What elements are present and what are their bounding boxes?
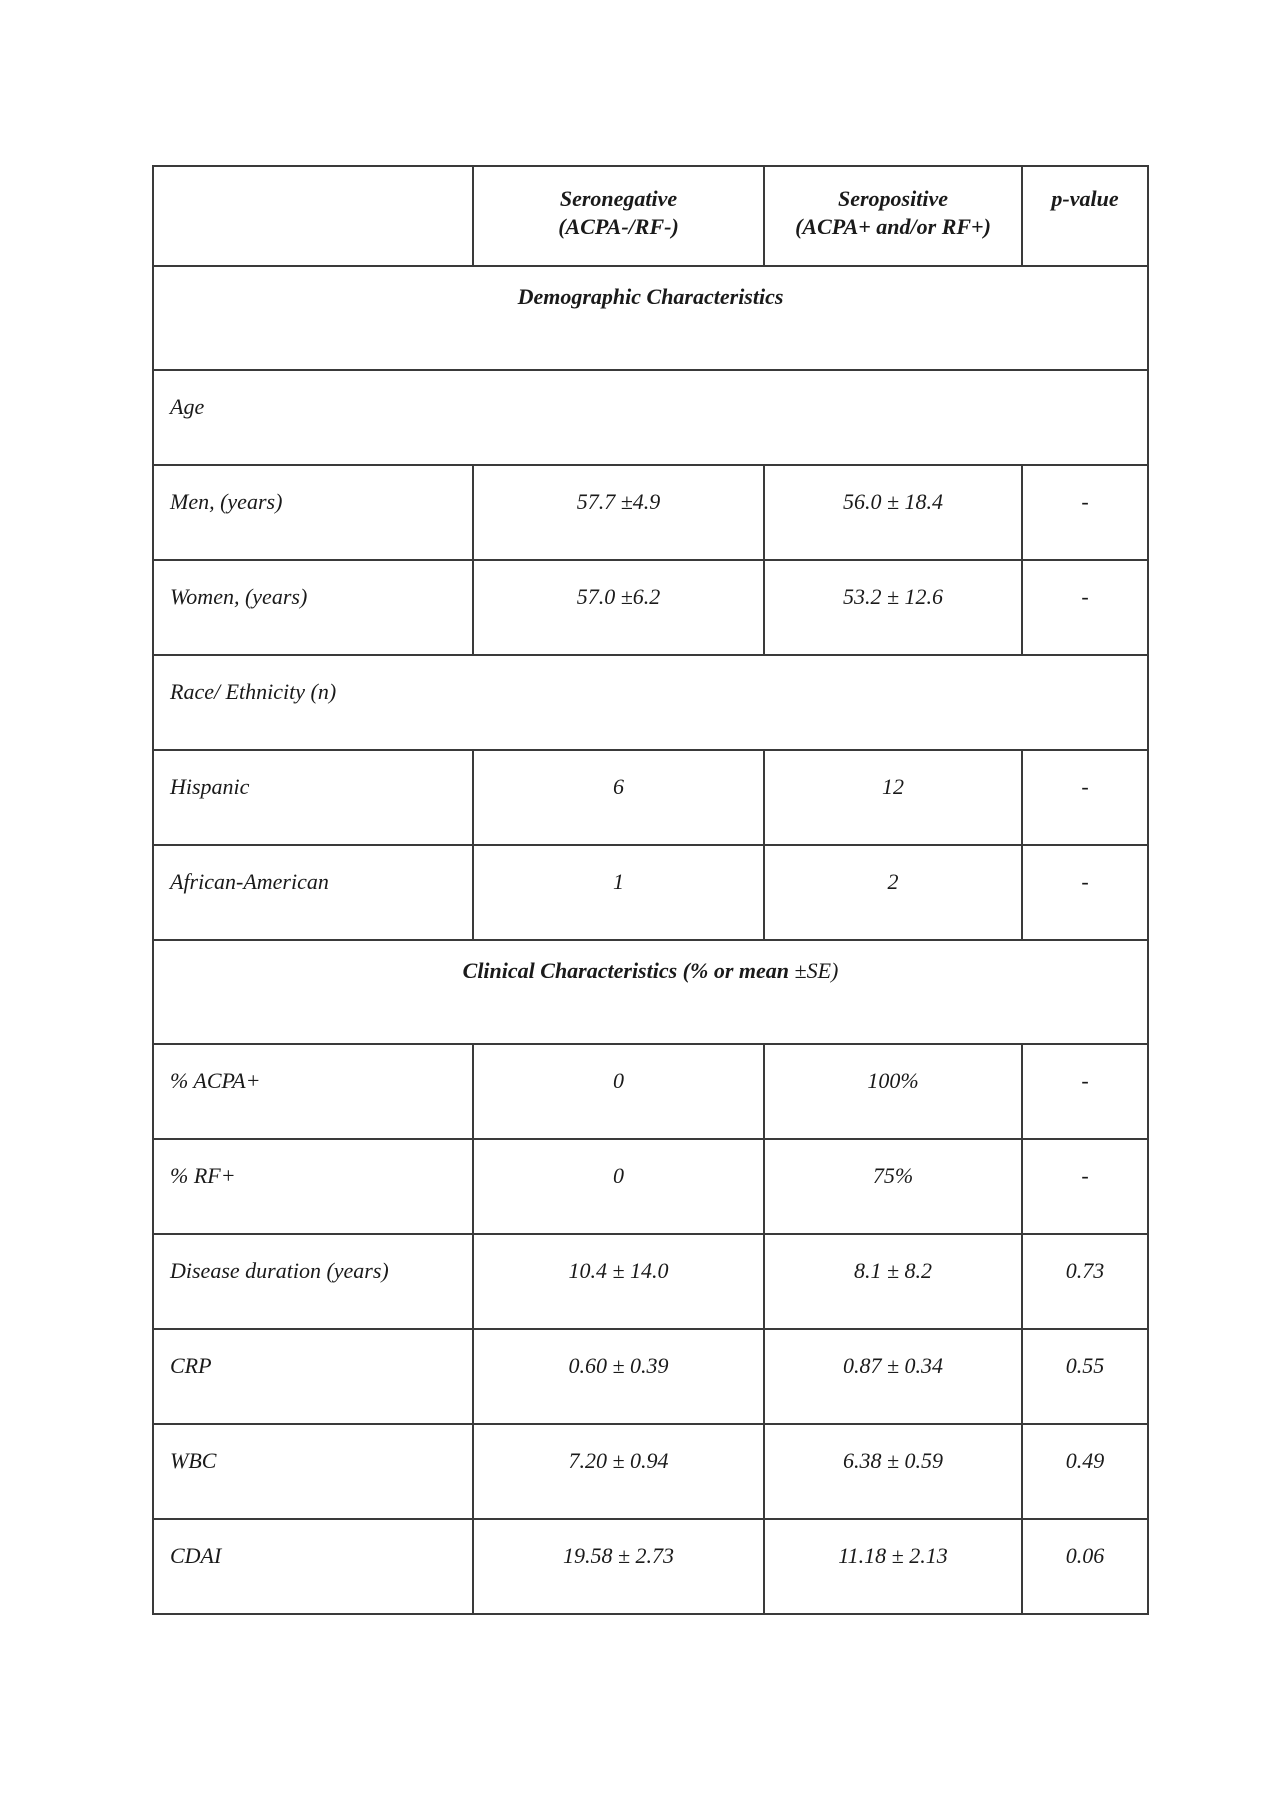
seronegative-value: 10.4 ± 14.0	[473, 1234, 764, 1329]
header-p-value: p-value	[1022, 166, 1148, 266]
subheader-age: Age	[153, 370, 1148, 465]
table-row	[153, 1519, 1148, 1614]
seronegative-value: 1	[473, 845, 764, 940]
header-seronegative-title: Seronegative	[559, 186, 678, 211]
seropositive-value: 75%	[764, 1139, 1022, 1234]
row-label: % ACPA+	[153, 1044, 473, 1139]
p-value: -	[1022, 750, 1148, 845]
subheader-race: Race/ Ethnicity (n)	[153, 655, 1148, 750]
p-value: 0.55	[1022, 1329, 1148, 1424]
section-title-demographic: Demographic Characteristics	[153, 266, 1148, 370]
table-header-row	[153, 166, 1148, 266]
seropositive-value: 12	[764, 750, 1022, 845]
section-title-clinical	[153, 940, 1148, 1044]
p-value: 0.06	[1022, 1519, 1148, 1614]
section-row-clinical	[153, 940, 1148, 1044]
seronegative-value: 0	[473, 1139, 764, 1234]
table-row	[153, 1044, 1148, 1139]
subheader-row-race	[153, 655, 1148, 750]
header-seropositive-title: Seropositive	[838, 186, 948, 211]
seropositive-value: 11.18 ± 2.13	[764, 1519, 1022, 1614]
section-title-clinical-bold: Clinical Characteristics (% or mean	[462, 958, 795, 983]
table-row	[153, 845, 1148, 940]
row-label: Disease duration (years)	[153, 1234, 473, 1329]
table-row	[153, 1139, 1148, 1234]
seropositive-value: 53.2 ± 12.6	[764, 560, 1022, 655]
p-value: 0.73	[1022, 1234, 1148, 1329]
seronegative-value: 6	[473, 750, 764, 845]
p-value: -	[1022, 845, 1148, 940]
header-seropositive-subtitle: (ACPA+ and/or RF+)	[795, 214, 991, 239]
row-label: CRP	[153, 1329, 473, 1424]
seronegative-value: 0	[473, 1044, 764, 1139]
section-row-demographic	[153, 266, 1148, 370]
header-empty-cell	[153, 166, 473, 266]
characteristics-table	[152, 165, 1149, 1615]
row-label: % RF+	[153, 1139, 473, 1234]
seronegative-value: 19.58 ± 2.73	[473, 1519, 764, 1614]
seronegative-value: 0.60 ± 0.39	[473, 1329, 764, 1424]
seronegative-value: 7.20 ± 0.94	[473, 1424, 764, 1519]
table-row	[153, 1329, 1148, 1424]
seropositive-value: 8.1 ± 8.2	[764, 1234, 1022, 1329]
subheader-row-age	[153, 370, 1148, 465]
p-value: -	[1022, 1044, 1148, 1139]
seronegative-value: 57.0 ±6.2	[473, 560, 764, 655]
row-label: Hispanic	[153, 750, 473, 845]
p-value: -	[1022, 560, 1148, 655]
seropositive-value: 100%	[764, 1044, 1022, 1139]
row-label: Men, (years)	[153, 465, 473, 560]
p-value: -	[1022, 465, 1148, 560]
table-row	[153, 560, 1148, 655]
seropositive-value: 0.87 ± 0.34	[764, 1329, 1022, 1424]
row-label: CDAI	[153, 1519, 473, 1614]
seropositive-value: 56.0 ± 18.4	[764, 465, 1022, 560]
section-title-clinical-plain: ±SE)	[794, 958, 839, 983]
table-row	[153, 750, 1148, 845]
row-label: Women, (years)	[153, 560, 473, 655]
seronegative-value: 57.7 ±4.9	[473, 465, 764, 560]
table-row	[153, 1234, 1148, 1329]
row-label: WBC	[153, 1424, 473, 1519]
row-label: African-American	[153, 845, 473, 940]
header-seropositive	[764, 166, 1022, 266]
table-row	[153, 465, 1148, 560]
header-seronegative	[473, 166, 764, 266]
seropositive-value: 2	[764, 845, 1022, 940]
seropositive-value: 6.38 ± 0.59	[764, 1424, 1022, 1519]
p-value: -	[1022, 1139, 1148, 1234]
header-seronegative-subtitle: (ACPA-/RF-)	[558, 214, 679, 239]
p-value: 0.49	[1022, 1424, 1148, 1519]
table-row	[153, 1424, 1148, 1519]
